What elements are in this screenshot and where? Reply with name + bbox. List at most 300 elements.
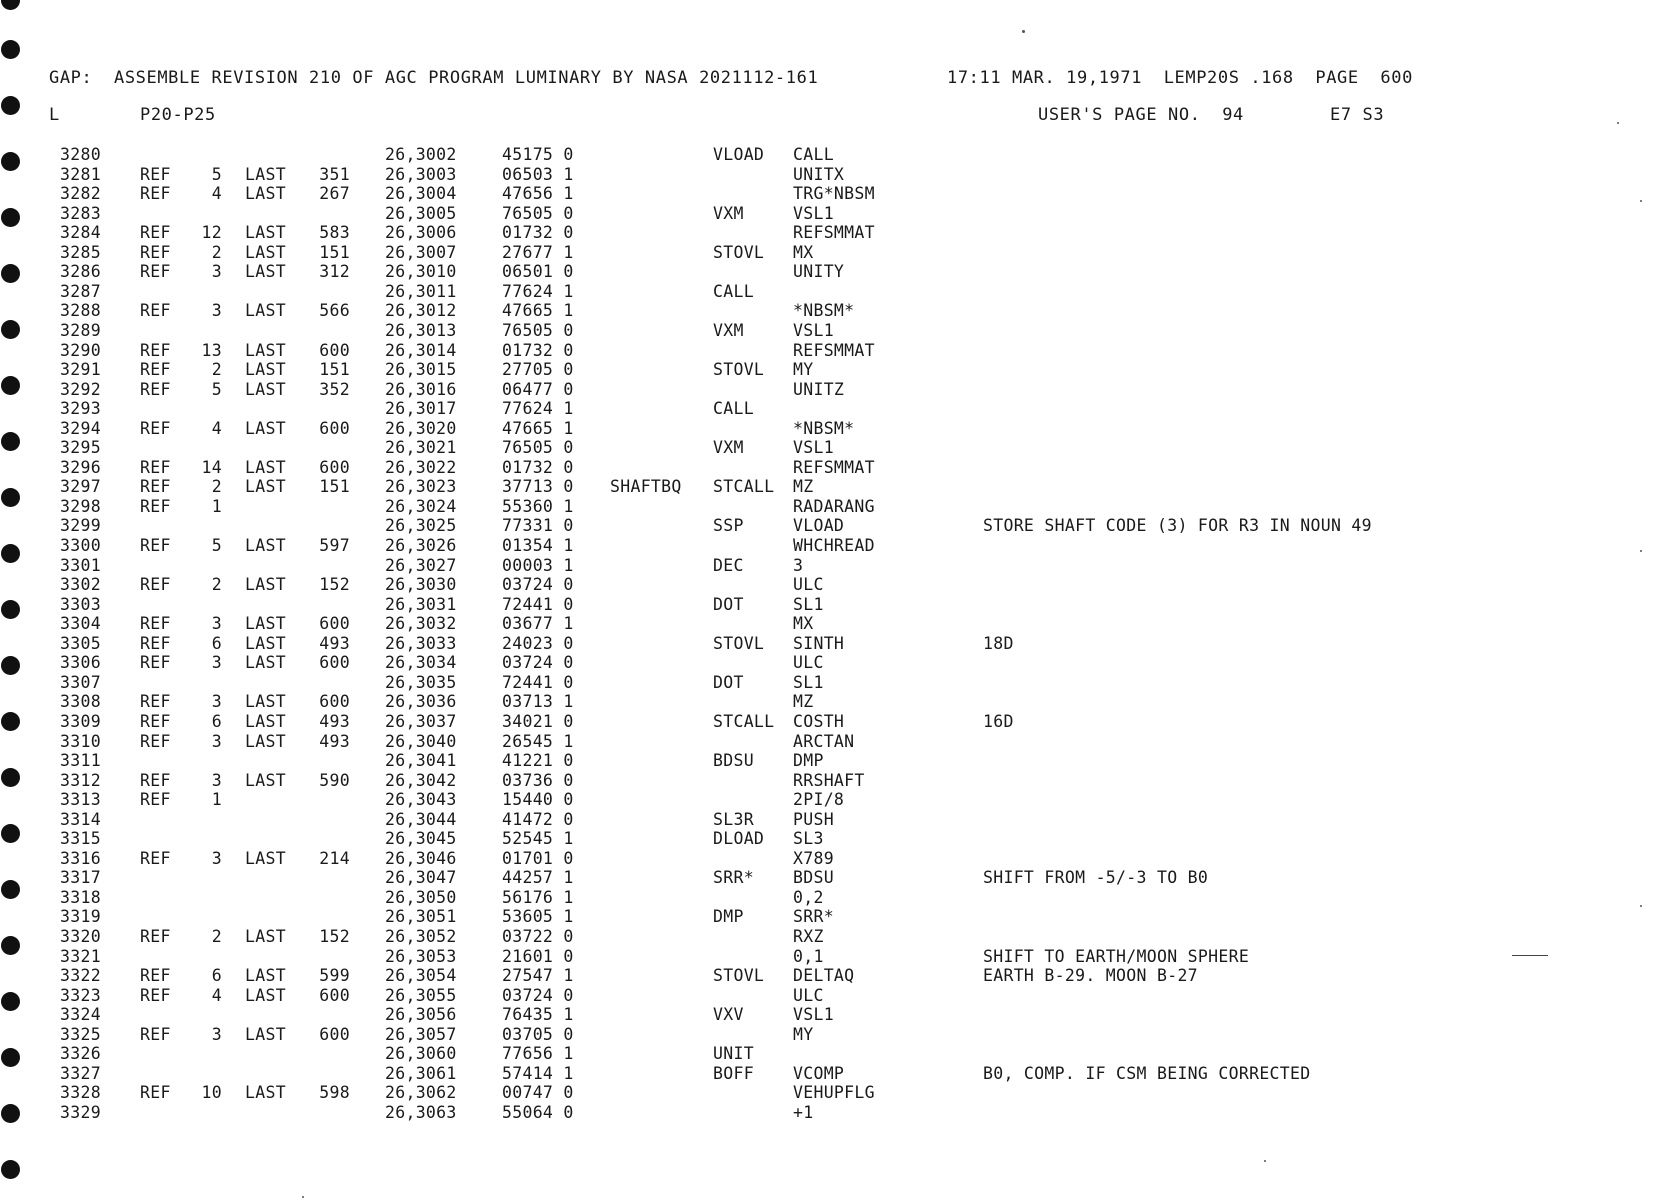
- row-code: 77656 1: [502, 1044, 574, 1064]
- row-num: 3326: [60, 1044, 101, 1064]
- row-ref: REF: [140, 711, 171, 731]
- row-ref: REF: [140, 301, 171, 321]
- row-code: 76435 1: [502, 1005, 574, 1025]
- row-code: 41221 0: [502, 751, 574, 771]
- row-code: 03724 0: [502, 653, 574, 673]
- row-num: 3286: [60, 262, 101, 282]
- row-refn: 4: [211, 985, 222, 1005]
- row-code: 52545 1: [502, 829, 574, 849]
- row-lastn: 152: [319, 575, 350, 595]
- row-ref: REF: [140, 848, 171, 868]
- row-code: 44257 1: [502, 868, 574, 888]
- row-code: 01701 0: [502, 848, 574, 868]
- feed-hole: [1, 488, 20, 507]
- row-lastn: 600: [319, 1024, 350, 1044]
- row-operand: VSL1: [793, 203, 834, 223]
- pen-mark: [1512, 955, 1548, 956]
- row-operand: VSL1: [793, 1005, 834, 1025]
- row-operand: UNITZ: [793, 379, 845, 399]
- paper-speck: [1264, 1160, 1266, 1162]
- row-refn: 3: [211, 1024, 222, 1044]
- header-section: P20-P25: [140, 105, 216, 125]
- row-num: 3310: [60, 731, 101, 751]
- row-addr: 26,3057: [385, 1024, 457, 1044]
- feed-hole: [1, 208, 20, 227]
- row-addr: 26,3012: [385, 301, 457, 321]
- row-comment: 18D: [983, 633, 1014, 653]
- paper-speck: [1640, 905, 1642, 907]
- row-comment: STORE SHAFT CODE (3) FOR R3 IN NOUN 49: [983, 516, 1372, 536]
- row-operand: SRR*: [793, 907, 834, 927]
- row-ref: REF: [140, 731, 171, 751]
- row-code: 03722 0: [502, 927, 574, 946]
- row-num: 3325: [60, 1024, 101, 1044]
- row-op: VXV: [713, 1005, 744, 1025]
- row-addr: 26,3004: [385, 184, 457, 204]
- row-addr: 26,3044: [385, 809, 457, 829]
- row-lastn: 151: [319, 242, 350, 262]
- row-num: 3319: [60, 907, 101, 927]
- feed-hole: [1, 1104, 20, 1123]
- row-comment: SHIFT FROM -5/-3 TO B0: [983, 868, 1209, 888]
- feed-hole: [1, 0, 20, 10]
- feed-hole: [1, 656, 20, 675]
- row-op: STCALL: [713, 711, 775, 731]
- row-ref: REF: [140, 340, 171, 360]
- row-last: LAST: [245, 457, 286, 477]
- row-code: 53605 1: [502, 907, 574, 927]
- row-code: 01732 0: [502, 223, 574, 243]
- row-op: VLOAD: [713, 145, 765, 164]
- row-addr: 26,3020: [385, 418, 457, 438]
- row-op: STCALL: [713, 477, 775, 497]
- row-refn: 3: [211, 692, 222, 712]
- row-refn: 3: [211, 653, 222, 673]
- row-lastn: 151: [319, 360, 350, 380]
- row-addr: 26,3051: [385, 907, 457, 927]
- row-code: 55064 0: [502, 1102, 574, 1122]
- row-addr: 26,3060: [385, 1044, 457, 1064]
- row-operand: CALL: [793, 145, 834, 164]
- feed-hole: [1, 936, 20, 955]
- row-addr: 26,3043: [385, 790, 457, 810]
- row-num: 3290: [60, 340, 101, 360]
- row-lastn: 600: [319, 653, 350, 673]
- row-num: 3287: [60, 281, 101, 301]
- row-op: CALL: [713, 281, 754, 301]
- row-ref: REF: [140, 614, 171, 634]
- row-refn: 5: [211, 536, 222, 555]
- row-code: 01732 0: [502, 457, 574, 477]
- tractor-feed-holes: [0, 0, 24, 1203]
- row-ref: REF: [140, 633, 171, 653]
- row-code: 76505 0: [502, 438, 574, 458]
- row-addr: 26,3011: [385, 281, 457, 301]
- row-operand: 2PI/8: [793, 790, 845, 810]
- row-addr: 26,3056: [385, 1005, 457, 1025]
- row-refn: 12: [201, 223, 222, 243]
- row-op: BDSU: [713, 751, 754, 771]
- row-num: 3281: [60, 164, 101, 184]
- row-ref: REF: [140, 496, 171, 516]
- row-op: CALL: [713, 399, 754, 419]
- feed-hole: [1, 544, 20, 563]
- row-last: LAST: [245, 223, 286, 243]
- row-comment: B0, COMP. IF CSM BEING CORRECTED: [983, 1063, 1311, 1083]
- row-num: 3314: [60, 809, 101, 829]
- row-operand: SL1: [793, 594, 824, 614]
- row-ref: REF: [140, 379, 171, 399]
- row-last: LAST: [245, 966, 286, 986]
- row-addr: 26,3055: [385, 985, 457, 1005]
- row-last: LAST: [245, 164, 286, 184]
- row-last: LAST: [245, 1024, 286, 1044]
- row-code: 00003 1: [502, 555, 574, 575]
- feed-hole: [1, 712, 20, 731]
- row-num: 3315: [60, 829, 101, 849]
- row-operand: MZ: [793, 477, 814, 497]
- row-code: 27677 1: [502, 242, 574, 262]
- row-code: 06503 1: [502, 164, 574, 184]
- row-operand: RADARANG: [793, 496, 875, 516]
- row-lastn: 590: [319, 770, 350, 790]
- row-num: 3321: [60, 946, 101, 966]
- row-operand: 0,1: [793, 946, 824, 966]
- row-refn: 2: [211, 477, 222, 497]
- row-addr: 26,3031: [385, 594, 457, 614]
- row-last: LAST: [245, 985, 286, 1005]
- row-code: 03705 0: [502, 1024, 574, 1044]
- row-ref: REF: [140, 653, 171, 673]
- row-operand: MY: [793, 1024, 814, 1044]
- row-op: SL3R: [713, 809, 754, 829]
- row-code: 03713 1: [502, 692, 574, 712]
- row-addr: 26,3037: [385, 711, 457, 731]
- row-code: 24023 0: [502, 633, 574, 653]
- row-addr: 26,3002: [385, 145, 457, 164]
- row-addr: 26,3015: [385, 360, 457, 380]
- row-operand: DMP: [793, 751, 824, 771]
- row-num: 3318: [60, 887, 101, 907]
- row-num: 3329: [60, 1102, 101, 1122]
- row-ref: REF: [140, 457, 171, 477]
- row-addr: 26,3017: [385, 399, 457, 419]
- row-addr: 26,3025: [385, 516, 457, 536]
- row-comment: EARTH B-29. MOON B-27: [983, 966, 1198, 986]
- row-addr: 26,3034: [385, 653, 457, 673]
- row-last: LAST: [245, 575, 286, 595]
- row-code: 47665 1: [502, 418, 574, 438]
- row-lastn: 267: [319, 184, 350, 204]
- row-operand: UNITY: [793, 262, 845, 282]
- row-last: LAST: [245, 1083, 286, 1103]
- row-num: 3328: [60, 1083, 101, 1103]
- row-lastn: 493: [319, 731, 350, 751]
- row-addr: 26,3013: [385, 320, 457, 340]
- row-addr: 26,3061: [385, 1063, 457, 1083]
- row-lastn: 600: [319, 985, 350, 1005]
- row-num: 3280: [60, 145, 101, 164]
- row-lastn: 600: [319, 457, 350, 477]
- row-last: LAST: [245, 379, 286, 399]
- row-num: 3307: [60, 672, 101, 692]
- row-operand: UNITX: [793, 164, 845, 184]
- row-num: 3292: [60, 379, 101, 399]
- row-last: LAST: [245, 536, 286, 555]
- row-num: 3320: [60, 927, 101, 946]
- feed-hole: [1, 320, 20, 339]
- row-ref: REF: [140, 1083, 171, 1103]
- header-timestamp: 17:11 MAR. 19,1971 LEMP20S .168 PAGE 600: [947, 68, 1413, 88]
- row-refn: 6: [211, 966, 222, 986]
- row-operand: *NBSM*: [793, 418, 855, 438]
- row-lastn: 583: [319, 223, 350, 243]
- row-op: SSP: [713, 516, 744, 536]
- row-num: 3296: [60, 457, 101, 477]
- row-num: 3303: [60, 594, 101, 614]
- row-ref: REF: [140, 418, 171, 438]
- row-code: 41472 0: [502, 809, 574, 829]
- row-ref: REF: [140, 790, 171, 810]
- row-addr: 26,3062: [385, 1083, 457, 1103]
- row-ref: REF: [140, 536, 171, 555]
- row-addr: 26,3022: [385, 457, 457, 477]
- row-last: LAST: [245, 418, 286, 438]
- row-code: 57414 1: [502, 1063, 574, 1083]
- row-num: 3313: [60, 790, 101, 810]
- row-operand: 0,2: [793, 887, 824, 907]
- row-addr: 26,3033: [385, 633, 457, 653]
- row-op: DLOAD: [713, 829, 765, 849]
- row-operand: SINTH: [793, 633, 845, 653]
- paper-speck: [302, 1196, 304, 1198]
- header-title: GAP: ASSEMBLE REVISION 210 OF AGC PROGRAM LUMINARY BY NASA 2021112-161: [49, 68, 819, 88]
- row-last: LAST: [245, 927, 286, 946]
- row-refn: 6: [211, 633, 222, 653]
- row-code: 37713 0: [502, 477, 574, 497]
- feed-hole: [1, 824, 20, 843]
- feed-hole: [1, 1160, 20, 1179]
- feed-hole: [1, 992, 20, 1011]
- row-num: 3312: [60, 770, 101, 790]
- row-op: STOVL: [713, 242, 765, 262]
- feed-hole: [1, 1048, 20, 1067]
- row-last: LAST: [245, 242, 286, 262]
- row-operand: 3: [793, 555, 804, 575]
- row-lastn: 600: [319, 418, 350, 438]
- row-refn: 5: [211, 164, 222, 184]
- row-lastn: 214: [319, 848, 350, 868]
- row-addr: 26,3035: [385, 672, 457, 692]
- feed-hole: [1, 376, 20, 395]
- row-num: 3285: [60, 242, 101, 262]
- row-addr: 26,3005: [385, 203, 457, 223]
- row-num: 3295: [60, 438, 101, 458]
- feed-hole: [1, 880, 20, 899]
- row-code: 01732 0: [502, 340, 574, 360]
- row-last: LAST: [245, 614, 286, 634]
- row-lastn: 151: [319, 477, 350, 497]
- row-addr: 26,3053: [385, 946, 457, 966]
- row-ref: REF: [140, 575, 171, 595]
- row-num: 3306: [60, 653, 101, 673]
- row-operand: PUSH: [793, 809, 834, 829]
- row-op: UNIT: [713, 1044, 754, 1064]
- row-code: 03724 0: [502, 985, 574, 1005]
- row-last: LAST: [245, 301, 286, 321]
- row-operand: MZ: [793, 692, 814, 712]
- row-last: LAST: [245, 340, 286, 360]
- row-lastn: 152: [319, 927, 350, 946]
- row-last: LAST: [245, 262, 286, 282]
- row-operand: MX: [793, 614, 814, 634]
- feed-hole: [1, 768, 20, 787]
- row-last: LAST: [245, 731, 286, 751]
- row-num: 3316: [60, 848, 101, 868]
- row-ref: REF: [140, 1024, 171, 1044]
- row-ref: REF: [140, 164, 171, 184]
- row-refn: 3: [211, 848, 222, 868]
- row-addr: 26,3041: [385, 751, 457, 771]
- row-num: 3327: [60, 1063, 101, 1083]
- row-lastn: 493: [319, 633, 350, 653]
- row-refn: 2: [211, 927, 222, 946]
- row-operand: REFSMMAT: [793, 340, 875, 360]
- header-user-page: USER'S PAGE NO. 94: [1038, 105, 1244, 125]
- row-num: 3291: [60, 360, 101, 380]
- row-addr: 26,3030: [385, 575, 457, 595]
- paper-speck: [1617, 122, 1619, 124]
- row-code: 72441 0: [502, 672, 574, 692]
- row-addr: 26,3047: [385, 868, 457, 888]
- row-operand: REFSMMAT: [793, 457, 875, 477]
- row-code: 77624 1: [502, 281, 574, 301]
- row-operand: SL1: [793, 672, 824, 692]
- row-lastn: 600: [319, 614, 350, 634]
- row-operand: WHCHREAD: [793, 536, 875, 555]
- row-addr: 26,3021: [385, 438, 457, 458]
- row-addr: 26,3042: [385, 770, 457, 790]
- row-num: 3284: [60, 223, 101, 243]
- row-last: LAST: [245, 848, 286, 868]
- row-last: LAST: [245, 770, 286, 790]
- row-last: LAST: [245, 692, 286, 712]
- row-lastn: 599: [319, 966, 350, 986]
- row-op: DOT: [713, 594, 744, 614]
- row-ref: REF: [140, 223, 171, 243]
- row-addr: 26,3050: [385, 887, 457, 907]
- row-code: 01354 1: [502, 536, 574, 555]
- feed-hole: [1, 600, 20, 619]
- row-code: 56176 1: [502, 887, 574, 907]
- row-operand: DELTAQ: [793, 966, 855, 986]
- row-addr: 26,3027: [385, 555, 457, 575]
- row-operand: ULC: [793, 575, 824, 595]
- row-ref: REF: [140, 985, 171, 1005]
- row-code: 55360 1: [502, 496, 574, 516]
- row-label: SHAFTBQ: [610, 477, 682, 497]
- row-num: 3300: [60, 536, 101, 555]
- row-code: 03736 0: [502, 770, 574, 790]
- row-refn: 2: [211, 575, 222, 595]
- row-comment: SHIFT TO EARTH/MOON SPHERE: [983, 946, 1250, 966]
- row-code: 27705 0: [502, 360, 574, 380]
- row-op: STOVL: [713, 360, 765, 380]
- row-operand: VLOAD: [793, 516, 845, 536]
- row-operand: +1: [793, 1102, 814, 1122]
- row-code: 72441 0: [502, 594, 574, 614]
- row-lastn: 352: [319, 379, 350, 399]
- row-ref: REF: [140, 966, 171, 986]
- row-operand: VSL1: [793, 320, 834, 340]
- row-operand: ULC: [793, 985, 824, 1005]
- row-operand: BDSU: [793, 868, 834, 888]
- row-addr: 26,3052: [385, 927, 457, 946]
- row-code: 06477 0: [502, 379, 574, 399]
- row-num: 3309: [60, 711, 101, 731]
- row-ref: REF: [140, 360, 171, 380]
- row-lastn: 598: [319, 1083, 350, 1103]
- row-addr: 26,3045: [385, 829, 457, 849]
- row-op: DEC: [713, 555, 744, 575]
- row-code: 34021 0: [502, 711, 574, 731]
- row-lastn: 312: [319, 262, 350, 282]
- row-operand: VEHUPFLG: [793, 1083, 875, 1103]
- row-refn: 10: [201, 1083, 222, 1103]
- row-op: STOVL: [713, 633, 765, 653]
- row-refn: 14: [201, 457, 222, 477]
- row-ref: REF: [140, 692, 171, 712]
- row-num: 3304: [60, 614, 101, 634]
- row-ref: REF: [140, 242, 171, 262]
- row-code: 26545 1: [502, 731, 574, 751]
- row-code: 47656 1: [502, 184, 574, 204]
- row-lastn: 566: [319, 301, 350, 321]
- row-addr: 26,3036: [385, 692, 457, 712]
- row-num: 3298: [60, 496, 101, 516]
- row-operand: RXZ: [793, 927, 824, 946]
- row-op: VXM: [713, 438, 744, 458]
- row-num: 3297: [60, 477, 101, 497]
- row-last: LAST: [245, 653, 286, 673]
- row-operand: ULC: [793, 653, 824, 673]
- header-marker: L: [49, 105, 60, 125]
- feed-hole: [1, 432, 20, 451]
- row-code: 00747 0: [502, 1083, 574, 1103]
- row-ref: REF: [140, 477, 171, 497]
- row-last: LAST: [245, 633, 286, 653]
- row-refn: 2: [211, 242, 222, 262]
- row-code: 27547 1: [502, 966, 574, 986]
- row-lastn: 493: [319, 711, 350, 731]
- row-num: 3317: [60, 868, 101, 888]
- feed-hole: [1, 264, 20, 283]
- feed-hole: [1, 40, 20, 59]
- row-num: 3302: [60, 575, 101, 595]
- row-refn: 6: [211, 711, 222, 731]
- row-addr: 26,3014: [385, 340, 457, 360]
- row-refn: 1: [211, 496, 222, 516]
- row-addr: 26,3040: [385, 731, 457, 751]
- row-code: 76505 0: [502, 203, 574, 223]
- row-num: 3283: [60, 203, 101, 223]
- row-refn: 3: [211, 770, 222, 790]
- row-code: 47665 1: [502, 301, 574, 321]
- row-code: 03724 0: [502, 575, 574, 595]
- row-num: 3293: [60, 399, 101, 419]
- row-ref: REF: [140, 927, 171, 946]
- row-last: LAST: [245, 477, 286, 497]
